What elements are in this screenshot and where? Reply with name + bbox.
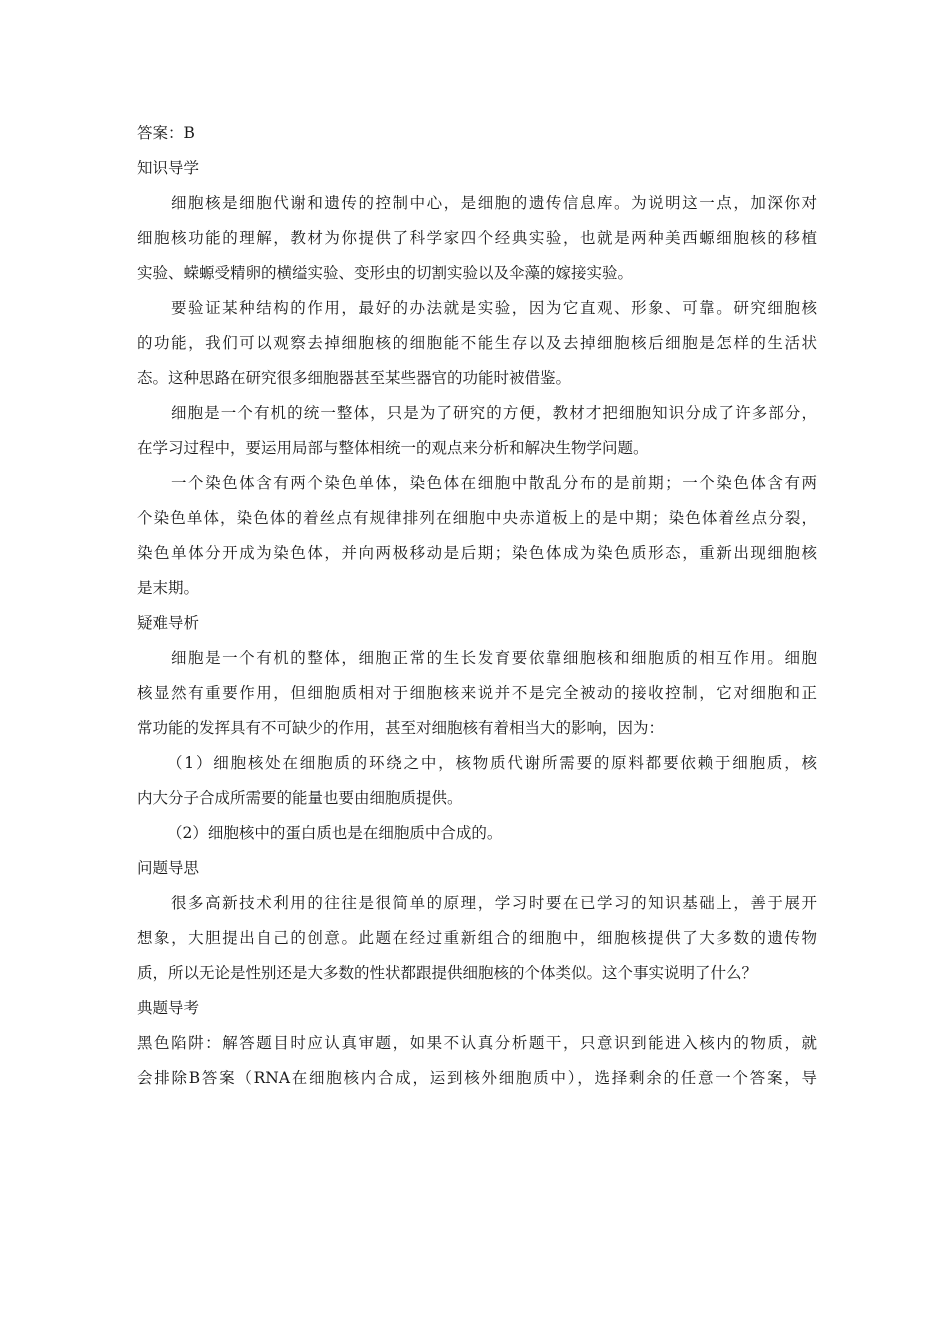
difficulty-paragraph-3 (137, 822, 817, 844)
text-line: 核显然有重要作用，但细胞质相对于细胞核来说并不是完全被动的接收控制，它对细胞和正 (137, 684, 817, 702)
text-line: 细胞是一个有机的整体，细胞正常的生长发育要依靠细胞核和细胞质的相互作用。细胞 (171, 649, 817, 667)
text-line: 的功能，我们可以观察去掉细胞核的细胞能不能生存以及去掉细胞核后细胞是怎样的生活状 (137, 334, 817, 352)
exam-paragraph-1 (137, 1032, 817, 1089)
answer-line: 答案：B (137, 124, 195, 142)
knowledge-paragraph-1 (137, 192, 817, 284)
text-line: （1）细胞核处在细胞质的环绕之中，核物质代谢所需要的原料都要依赖于细胞质，核 (167, 754, 817, 772)
text-line: 细胞核是细胞代谢和遗传的控制中心，是细胞的遗传信息库。为说明这一点，加深你对 (171, 194, 817, 212)
knowledge-paragraph-4 (137, 472, 817, 599)
text-line: （2）细胞核中的蛋白质也是在细胞质中合成的。 (167, 824, 503, 842)
section-title-exam: 典题导考 (137, 999, 200, 1017)
section-title-difficulty: 疑难导析 (137, 614, 200, 632)
text-line: 一个染色体含有两个染色单体，染色体在细胞中散乱分布的是前期；一个染色体含有两 (171, 474, 817, 492)
knowledge-paragraph-2 (137, 297, 817, 389)
text-line: 很多高新技术利用的往往是很简单的原理，学习时要在已学习的知识基础上，善于展开 (171, 894, 817, 912)
difficulty-paragraph-1 (137, 647, 817, 739)
text-line: 在学习过程中，要运用局部与整体相统一的观点来分析和解决生物学问题。 (137, 439, 649, 457)
text-line: 是末期。 (137, 579, 200, 597)
text-line: 质，所以无论是性别还是大多数的性状都跟提供细胞核的个体类似。这个事实说明了什么？ (137, 964, 758, 982)
text-line: 细胞核功能的理解，教材为你提供了科学家四个经典实验，也就是两种美西螈细胞核的移植 (137, 229, 817, 247)
section-title-knowledge: 知识导学 (137, 159, 200, 177)
text-line: 实验、蝾螈受精卵的横缢实验、变形虫的切割实验以及伞藻的嫁接实验。 (137, 264, 634, 282)
section-title-question: 问题导思 (137, 859, 200, 877)
text-line: 想象，大胆提出自己的创意。此题在经过重新组合的细胞中，细胞核提供了大多数的遗传物 (137, 929, 817, 947)
document-page (137, 122, 817, 1102)
text-line: 内大分子合成所需要的能量也要由细胞质提供。 (137, 789, 463, 807)
text-line: 黑色陷阱：解答题目时应认真审题，如果不认真分析题干，只意识到能进入核内的物质，就 (137, 1034, 817, 1052)
text-line: 细胞是一个有机的统一整体，只是为了研究的方便，教材才把细胞知识分成了许多部分， (171, 404, 817, 422)
question-paragraph-1 (137, 892, 817, 984)
difficulty-paragraph-2 (137, 752, 817, 809)
text-line: 染色单体分开成为染色体，并向两极移动是后期；染色体成为染色质形态，重新出现细胞核 (137, 544, 817, 562)
text-line: 个染色单体，染色体的着丝点有规律排列在细胞中央赤道板上的是中期；染色体着丝点分裂， (137, 509, 817, 527)
text-line: 要验证某种结构的作用，最好的办法就是实验，因为它直观、形象、可靠。研究细胞核 (171, 299, 817, 317)
text-line: 态。这种思路在研究很多细胞器甚至某些器官的功能时被借鉴。 (137, 369, 572, 387)
knowledge-paragraph-3 (137, 402, 817, 459)
text-line: 会排除B答案（RNA在细胞核内合成，运到核外细胞质中），选择剩余的任意一个答案，导 (137, 1069, 817, 1087)
text-line: 常功能的发挥具有不可缺少的作用，甚至对细胞核有着相当大的影响，因为： (137, 719, 665, 737)
